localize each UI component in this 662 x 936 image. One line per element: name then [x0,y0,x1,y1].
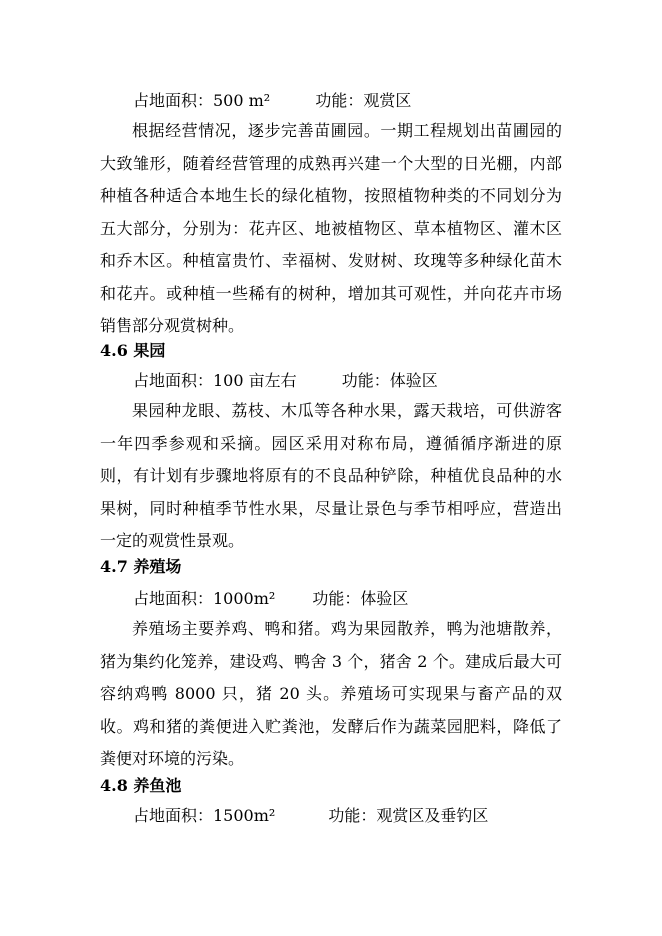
area-text: 占地面积：500 m² [133,91,271,110]
function-text: 功能：体验区 [341,371,438,390]
area-text: 占地面积：100 亩左右 [133,371,297,390]
farm-paragraph: 养殖场主要养鸡、鸭和猪。鸡为果园散养，鸭为池塘散养，猪为集约化笼养，建设鸡、鸭舍 3 个，猪舍 2 个。建成后最大可容纳鸡鸭 8000 只，猪 20 头。养殖场可实现果与畜产品的双收。鸡和猪的粪便进入贮粪池，发酵后作为蔬菜园肥料，降低了粪便对环境的污染。 [100,619,562,768]
orchard-paragraph: 果园种龙眼、荔枝、木瓜等各种水果，露天栽培，可供游客一年四季参观和采摘。园区采用对称布局，遵循循序渐进的原则，有计划有步骤地将原有的不良品种铲除，种植优良品种的水果树，同时种植季节性水果，尽量让景色与季节相呼应，营造出一定的观赏性景观。 [100,401,562,550]
function-text: 功能：观赏区及垂钓区 [328,806,489,825]
area-function-line [133,87,411,115]
function-text: 功能：观赏区 [315,91,412,110]
area-text: 占地面积：1000m² [133,589,276,608]
section-heading-orchard: 4.6 果园 [100,341,166,360]
area-function-line [133,367,438,395]
section-heading-fishpond: 4.8 养鱼池 [100,776,182,795]
area-text: 占地面积：1500m² [133,806,276,825]
area-function-line [133,585,408,613]
nursery-paragraph: 根据经营情况，逐步完善苗圃园。一期工程规划出苗圃园的大致雏形，随着经营管理的成熟再兴建一个大型的日光棚，内部种植各种适合本地生长的绿化植物，按照植物种类的不同划分为五大部分，分别为：花卉区、地被植物区、草本植物区、灌木区和乔木区。种植富贵竹、幸福树、发财树、玫瑰等多种绿化苗木和花卉。或种植一些稀有的树种，增加其可观性，并向花卉市场销售部分观赏树种。 [100,121,562,335]
section-heading-farm: 4.7 养殖场 [100,557,182,576]
area-function-line [133,802,488,830]
function-text: 功能：体验区 [312,589,409,608]
